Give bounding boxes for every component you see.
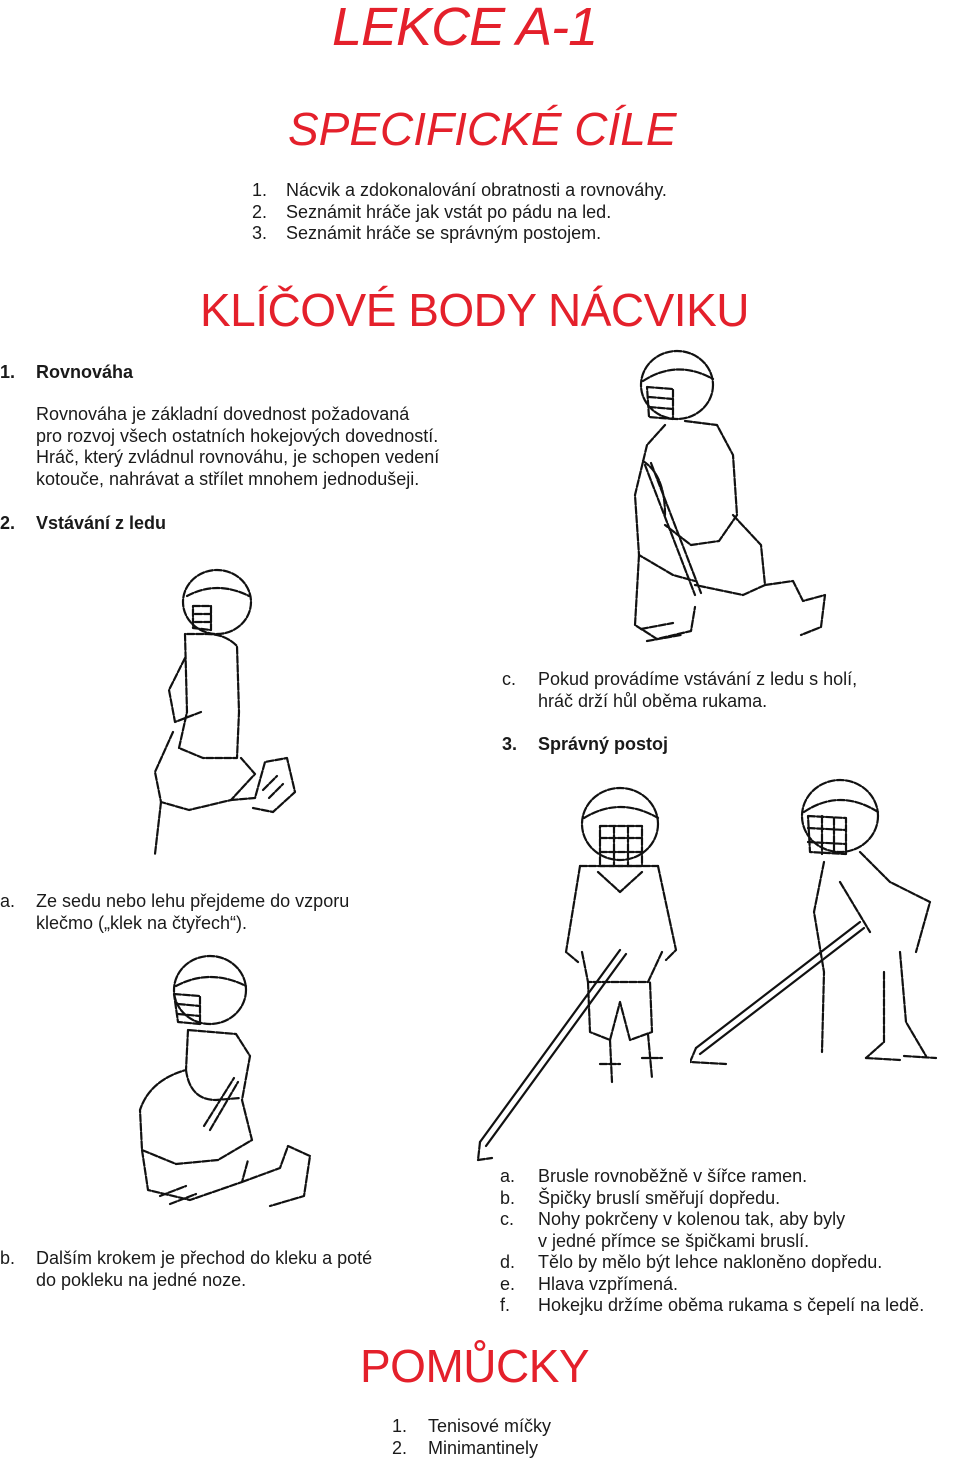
player-kneeling-icon	[130, 950, 320, 1220]
list-item: d. Tělo by mělo být lehce nakloněno dopředu.	[500, 1252, 883, 1272]
list-item: e. Hlava vzpřímená.	[500, 1273, 679, 1294]
section-2-heading: 2. Vstávání z ledu	[0, 513, 167, 533]
player-stance-front-icon	[470, 782, 705, 1167]
lesson-title: LEKCE A-1	[332, 0, 598, 57]
key-points-heading: KLÍČOVÉ BODY NÁCVIKU	[200, 284, 749, 336]
section-1-heading: 1. Rovnováha	[0, 362, 134, 382]
list-item: a. Brusle rovnoběžně v šířce ramen.	[500, 1166, 808, 1186]
section-1-text: Rovnováha je základní dovednost požadovaná pro rozvoj všech ostatních hokejových dovedností. Hráč, který zvládnul rovnováhu, je schopen vedení kotouče, nahrávat a střílet mnohem jednodušeji.	[36, 404, 440, 489]
list-item: 3. Seznámit hráče se správným postojem.	[252, 223, 602, 243]
player-stance-side-icon	[690, 772, 950, 1072]
player-rising-with-stick-icon	[625, 345, 835, 645]
step-2a: a. Ze sedu nebo lehu přejdeme do vzporu klečmo („klek na čtyřech“).	[0, 891, 350, 933]
list-item: c. Nohy pokrčeny v kolenou tak, aby byly v jedné přímce se špičkami bruslí.	[500, 1209, 846, 1251]
equipment-list	[392, 1416, 692, 1459]
equipment-heading: POMŮCKY	[360, 1340, 590, 1392]
player-crouching-icon	[145, 562, 305, 862]
stance-list	[500, 1166, 960, 1317]
list-item: 1. Nácvik a zdokonalování obratnosti a rovnováhy.	[252, 180, 667, 200]
goals-heading: SPECIFICKÉ CÍLE	[288, 103, 677, 155]
list-item: 2. Minimantinely	[392, 1437, 539, 1458]
list-item: f. Hokejku držíme oběma rukama s čepelí na ledě.	[500, 1295, 925, 1315]
section-3-heading: 3. Správný postoj	[502, 734, 669, 754]
list-item: 1. Tenisové míčky	[392, 1416, 552, 1436]
list-item: 2. Seznámit hráče jak vstát po pádu na led.	[252, 201, 612, 222]
goals-list	[252, 180, 752, 245]
step-2b: b. Dalším krokem je přechod do kleku a poté do pokleku na jedné noze.	[0, 1248, 373, 1290]
list-item: b. Špičky bruslí směřují dopředu.	[500, 1187, 781, 1208]
step-2c: c. Pokud provádíme vstávání z ledu s holí, hráč drží hůl oběma rukama.	[502, 669, 858, 711]
